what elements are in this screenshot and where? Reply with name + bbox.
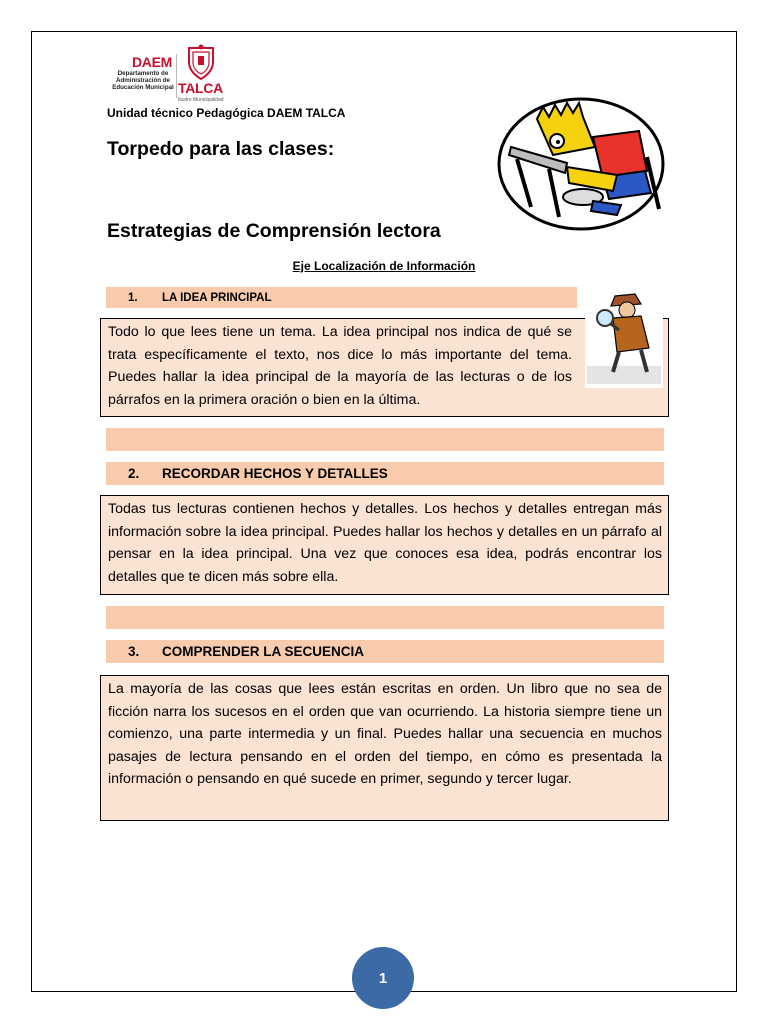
section-paragraph: La mayoría de las cosas que lees están escritas en orden. Un libro que no sea de ficción narra los sucesos en el orden que van ocurriendo. La historia siempre tiene un comienzo, una parte intermedia y un final. Puedes hallar una secuencia en muchos pasajes de lectura pensando en el orden del tiempo, en cómo es presentada la información o pensando en qué sucede en primer, segundo y tercer lugar. [108,681,662,788]
section-text-2 [100,495,669,595]
talca-subtitle: Ilustre Municipalidad [178,97,224,103]
daem-wordmark: DAEM [132,54,173,70]
page-subtitle: Estrategias de Comprensión lectora [107,220,441,242]
unit-line: Unidad técnico Pedagógica DAEM TALCA [107,106,346,120]
section-spacer [106,428,664,451]
detective-magnifier-illustration [585,286,663,388]
daem-subtitle: Departamento de Administración de Educación Municipal [112,70,174,91]
section-number: 2. [128,466,140,481]
section-title: RECORDAR HECHOS Y DETALLES [162,466,388,481]
section-paragraph: Todo lo que lees tiene un tema. La idea principal nos indica de qué se trata específicamente el texto, nos dice lo más importante del tema. Puedes hallar la idea principal de la mayoría de las lecturas o de los párrafos en la primera oración o bien en la última. [108,324,572,408]
logo-divider [176,54,177,98]
axis-heading: Eje Localización de Información [292,259,476,273]
section-paragraph: Todas tus lecturas contienen hechos y detalles. Los hechos y detalles entregan más información sobre la idea principal. Puedes hallar los hechos y detalles en un párrafo al pensar en la idea principal. Una vez que conoces esa idea, podrás encontrar los detalles que te dicen más sobre ella. [108,501,662,585]
bart-reading-illustration [497,97,665,231]
section-text-1 [100,318,669,417]
page-title: Torpedo para las clases: [107,138,335,160]
section-number: 3. [128,644,140,659]
talca-wordmark: TALCA [178,80,223,96]
section-spacer [106,606,664,629]
section-heading-1 [106,287,577,308]
section-title: COMPRENDER LA SECUENCIA [162,644,365,659]
section-title: LA IDEA PRINCIPAL [162,291,272,304]
section-number: 1. [128,291,138,304]
section-heading-3 [106,640,664,663]
page-number-badge [352,947,414,1009]
page-number: 1 [378,969,388,987]
section-heading-2 [106,462,664,485]
section-text-3 [100,675,669,821]
daem-shield-icon [186,44,216,80]
daem-logo [108,44,228,104]
